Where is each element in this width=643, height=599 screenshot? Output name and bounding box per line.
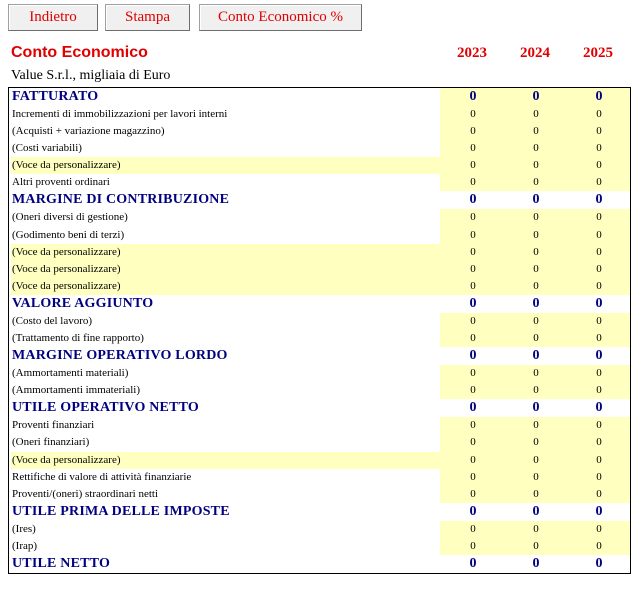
- table-row-total: [9, 399, 630, 417]
- row-values: [440, 365, 630, 382]
- row-values: [440, 123, 630, 140]
- row-label: (Voce da personalizzare): [11, 278, 440, 295]
- value-cell-2025[interactable]: 0: [596, 142, 602, 155]
- value-cell-2025: 0: [595, 89, 603, 104]
- value-cell-2023[interactable]: 0: [470, 367, 476, 380]
- value-cell-2024[interactable]: 0: [533, 159, 539, 172]
- report-title: Conto Economico: [11, 44, 148, 61]
- value-cell-2024[interactable]: 0: [533, 367, 539, 380]
- row-label: (Costo del lavoro): [12, 314, 93, 327]
- value-cell-2024: 0: [532, 192, 540, 208]
- row-label: (Irap): [12, 539, 38, 552]
- value-cell-2025[interactable]: 0: [596, 279, 602, 292]
- value-cell-2023[interactable]: 0: [470, 453, 476, 466]
- table-row-total: [9, 191, 630, 209]
- row-label: (Voce da personalizzare): [11, 452, 440, 469]
- row-values: [440, 295, 630, 313]
- row-values: [440, 347, 630, 365]
- value-cell-2023[interactable]: 0: [470, 470, 476, 483]
- row-values: [440, 88, 630, 106]
- year-header-2024: 2024: [520, 45, 550, 61]
- value-cell-2024: 0: [532, 89, 540, 104]
- table-row: [9, 330, 630, 347]
- row-values: [440, 486, 630, 503]
- value-cell-2025[interactable]: 0: [596, 125, 602, 138]
- row-label: Altri proventi ordinari: [12, 176, 110, 189]
- table-row: [9, 123, 630, 140]
- print-button[interactable]: Stampa: [105, 4, 190, 31]
- row-values: [440, 434, 630, 451]
- row-values: [440, 521, 630, 538]
- value-cell-2023[interactable]: 0: [470, 487, 476, 500]
- table-row-total: [9, 88, 630, 106]
- value-cell-2025[interactable]: 0: [596, 487, 602, 500]
- value-cell-2024[interactable]: 0: [533, 384, 539, 397]
- year-header-2023: 2023: [457, 45, 487, 61]
- table-row-total: [9, 555, 630, 573]
- table-row: [9, 227, 630, 244]
- row-label: (Oneri finanziari): [12, 436, 90, 449]
- report-subtitle: Value S.r.l., migliaia di Euro: [11, 68, 171, 83]
- value-cell-2023[interactable]: 0: [470, 436, 476, 449]
- table-row: [9, 278, 630, 295]
- value-cell-2024: 0: [532, 295, 540, 311]
- value-cell-2024[interactable]: 0: [533, 332, 539, 345]
- row-total-label: VALORE AGGIUNTO: [12, 295, 154, 311]
- value-cell-2025[interactable]: 0: [596, 108, 602, 120]
- value-cell-2024[interactable]: 0: [533, 436, 539, 449]
- table-row: [9, 538, 630, 555]
- row-label: (Ammortamenti immateriali): [12, 384, 140, 397]
- row-label: (Costi variabili): [12, 142, 82, 155]
- value-cell-2025[interactable]: 0: [596, 332, 602, 345]
- table-row-total: [9, 503, 630, 521]
- value-cell-2025[interactable]: 0: [596, 384, 602, 397]
- table-row: [9, 106, 630, 123]
- table-row: [9, 365, 630, 382]
- table-row: [9, 382, 630, 399]
- row-label: (Godimento beni di terzi): [12, 228, 125, 241]
- value-cell-2025[interactable]: 0: [596, 228, 602, 241]
- value-cell-2024[interactable]: 0: [533, 279, 539, 292]
- value-cell-2025[interactable]: 0: [596, 367, 602, 380]
- value-cell-2023: 0: [469, 503, 477, 519]
- row-label: (Voce da personalizzare): [11, 244, 440, 261]
- value-cell-2023[interactable]: 0: [470, 176, 476, 189]
- value-cell-2024[interactable]: 0: [533, 522, 539, 535]
- row-label: Proventi/(oneri) straordinari netti: [12, 487, 159, 500]
- table-row: [9, 174, 630, 191]
- back-button[interactable]: Indietro: [8, 4, 98, 31]
- row-label: (Acquisti + variazione magazzino): [12, 125, 165, 138]
- value-cell-2023: 0: [469, 295, 477, 311]
- value-cell-2024: 0: [532, 348, 540, 364]
- row-values: [440, 157, 630, 174]
- row-values: [440, 330, 630, 347]
- value-cell-2025[interactable]: 0: [596, 470, 602, 483]
- row-values: [440, 452, 630, 469]
- value-cell-2023[interactable]: 0: [470, 262, 476, 275]
- value-cell-2025[interactable]: 0: [596, 453, 602, 466]
- value-cell-2023: 0: [469, 348, 477, 364]
- row-values: [440, 278, 630, 295]
- value-cell-2023[interactable]: 0: [470, 245, 476, 258]
- value-cell-2023[interactable]: 0: [470, 384, 476, 397]
- table-row: [9, 417, 630, 434]
- row-values: [440, 382, 630, 399]
- income-statement-percent-button[interactable]: Conto Economico %: [199, 4, 362, 31]
- table-row: [9, 521, 630, 538]
- table-row: [9, 209, 630, 226]
- value-cell-2024[interactable]: 0: [533, 125, 539, 138]
- value-cell-2024[interactable]: 0: [533, 245, 539, 258]
- value-cell-2023[interactable]: 0: [470, 539, 476, 552]
- value-cell-2025[interactable]: 0: [596, 419, 602, 432]
- value-cell-2024: 0: [532, 400, 540, 416]
- value-cell-2024[interactable]: 0: [533, 262, 539, 275]
- value-cell-2023[interactable]: 0: [470, 314, 476, 327]
- value-cell-2025[interactable]: 0: [596, 436, 602, 449]
- row-total-label: MARGINE DI CONTRIBUZIONE: [12, 192, 230, 208]
- value-cell-2023[interactable]: 0: [470, 332, 476, 345]
- row-label: (Voce da personalizzare): [11, 157, 440, 174]
- value-cell-2025[interactable]: 0: [596, 539, 602, 552]
- value-cell-2024[interactable]: 0: [533, 142, 539, 155]
- row-total-label: MARGINE OPERATIVO LORDO: [12, 348, 228, 364]
- value-cell-2025[interactable]: 0: [596, 314, 602, 327]
- value-cell-2023[interactable]: 0: [470, 522, 476, 535]
- table-row: [9, 434, 630, 451]
- row-values: [440, 503, 630, 521]
- row-values: [440, 209, 630, 226]
- value-cell-2023: 0: [469, 89, 477, 104]
- row-label: (Ires): [12, 522, 36, 535]
- value-cell-2025: 0: [595, 400, 603, 416]
- value-cell-2024[interactable]: 0: [533, 228, 539, 241]
- table-row: [9, 452, 630, 469]
- value-cell-2023: 0: [469, 192, 477, 208]
- value-cell-2024[interactable]: 0: [533, 453, 539, 466]
- row-values: [440, 538, 630, 555]
- row-values: [440, 174, 630, 191]
- row-values: [440, 261, 630, 278]
- table-row: [9, 140, 630, 157]
- value-cell-2024[interactable]: 0: [533, 176, 539, 189]
- row-values: [440, 244, 630, 261]
- row-total-label: UTILE PRIMA DELLE IMPOSTE: [12, 503, 230, 519]
- year-header-2025: 2025: [583, 45, 613, 61]
- row-label: (Oneri diversi di gestione): [12, 211, 128, 224]
- value-cell-2024[interactable]: 0: [533, 539, 539, 552]
- value-cell-2025: 0: [595, 295, 603, 311]
- value-cell-2024[interactable]: 0: [533, 470, 539, 483]
- value-cell-2024[interactable]: 0: [533, 314, 539, 327]
- row-label: (Trattamento di fine rapporto): [12, 332, 144, 345]
- row-values: [440, 106, 630, 123]
- table-row: [9, 469, 630, 486]
- value-cell-2023[interactable]: 0: [470, 419, 476, 432]
- value-cell-2024[interactable]: 0: [533, 487, 539, 500]
- table-row: [9, 486, 630, 503]
- value-cell-2023[interactable]: 0: [470, 108, 476, 120]
- value-cell-2025[interactable]: 0: [596, 245, 602, 258]
- row-values: [440, 140, 630, 157]
- table-row: [9, 157, 630, 174]
- row-total-label: UTILE OPERATIVO NETTO: [12, 400, 199, 416]
- row-values: [440, 399, 630, 417]
- value-cell-2023[interactable]: 0: [470, 228, 476, 241]
- value-cell-2025[interactable]: 0: [596, 522, 602, 535]
- row-values: [440, 469, 630, 486]
- value-cell-2025: 0: [595, 503, 603, 519]
- table-row-total: [9, 347, 630, 365]
- row-values: [440, 191, 630, 209]
- value-cell-2023: 0: [469, 555, 477, 571]
- value-cell-2024: 0: [532, 555, 540, 571]
- value-cell-2025: 0: [595, 192, 603, 208]
- value-cell-2025[interactable]: 0: [596, 262, 602, 275]
- row-label: Rettifiche di valore di attività finanziarie: [12, 470, 192, 483]
- value-cell-2023[interactable]: 0: [470, 125, 476, 138]
- row-label: (Voce da personalizzare): [11, 261, 440, 278]
- value-cell-2023[interactable]: 0: [470, 159, 476, 172]
- row-label: (Ammortamenti materiali): [12, 367, 129, 380]
- value-cell-2023[interactable]: 0: [470, 142, 476, 155]
- row-total-label: FATTURATO: [12, 89, 99, 104]
- value-cell-2023: 0: [469, 400, 477, 416]
- table-row: [9, 244, 630, 261]
- table-row: [9, 313, 630, 330]
- row-label: Incrementi di immobilizzazioni per lavori interni: [12, 108, 228, 120]
- value-cell-2025: 0: [595, 348, 603, 364]
- value-cell-2024[interactable]: 0: [533, 419, 539, 432]
- value-cell-2024[interactable]: 0: [533, 108, 539, 120]
- value-cell-2024: 0: [532, 503, 540, 519]
- row-total-label: UTILE NETTO: [12, 555, 111, 571]
- row-label: Proventi finanziari: [12, 419, 95, 432]
- table-row-total: [9, 295, 630, 313]
- row-values: [440, 417, 630, 434]
- row-values: [440, 313, 630, 330]
- value-cell-2024[interactable]: 0: [533, 211, 539, 224]
- table-row: [9, 261, 630, 278]
- row-values: [440, 227, 630, 244]
- value-cell-2025[interactable]: 0: [596, 159, 602, 172]
- value-cell-2023[interactable]: 0: [470, 211, 476, 224]
- row-values: [440, 555, 630, 573]
- value-cell-2025: 0: [595, 555, 603, 571]
- value-cell-2025[interactable]: 0: [596, 211, 602, 224]
- value-cell-2023[interactable]: 0: [470, 279, 476, 292]
- income-statement-table: [8, 87, 631, 574]
- value-cell-2025[interactable]: 0: [596, 176, 602, 189]
